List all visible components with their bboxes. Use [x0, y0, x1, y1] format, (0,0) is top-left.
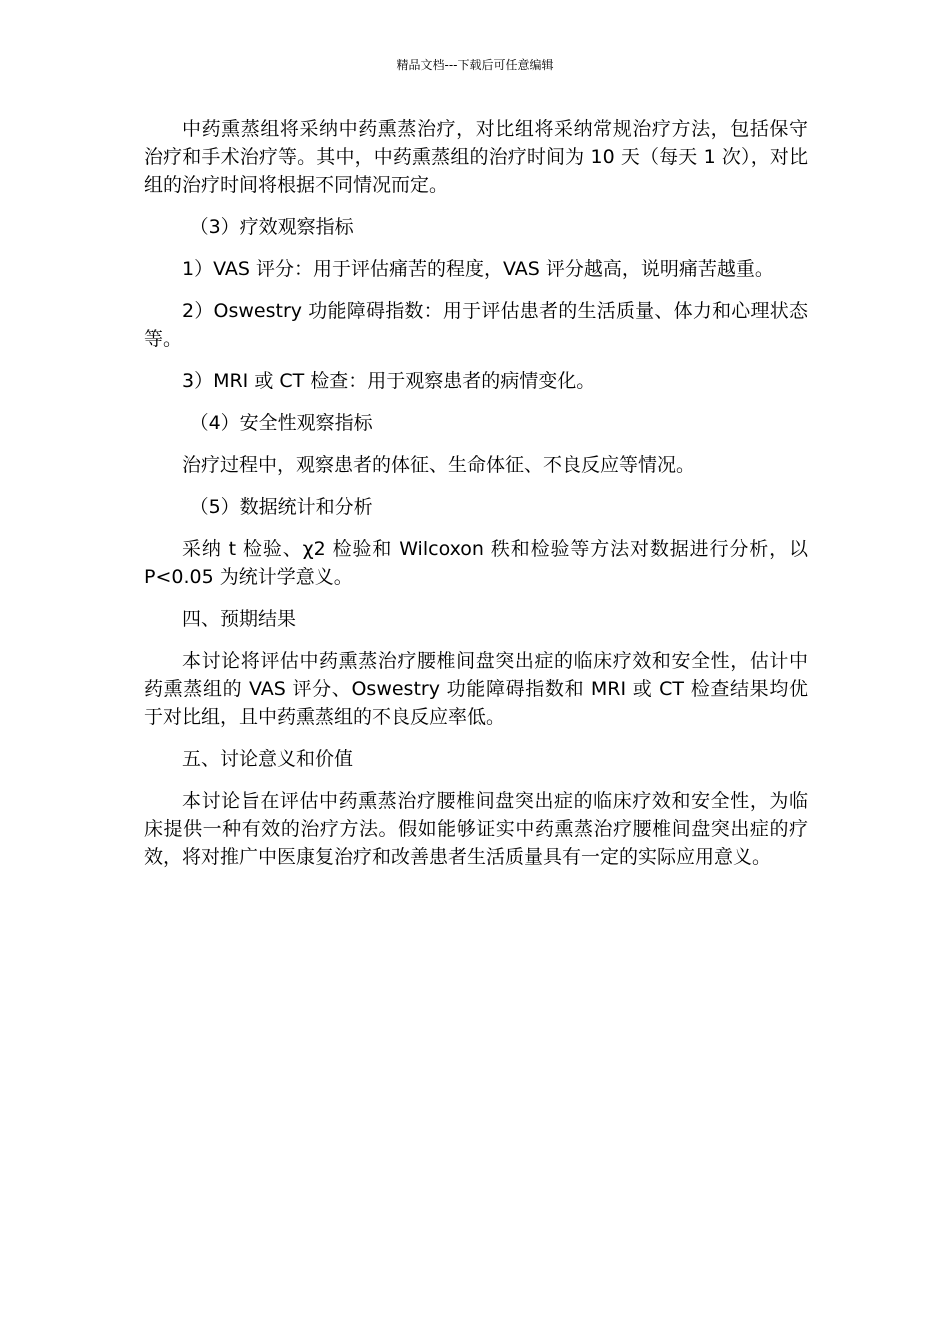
paragraph-safety: 治疗过程中，观察患者的体征、生命体征、不良反应等情况。: [182, 454, 696, 476]
heading-efficacy-indicators: （3）疗效观察指标: [189, 216, 354, 238]
heading-safety-indicators: （4）安全性观察指标: [189, 412, 373, 434]
paragraph-treatment: 中药熏蒸组将采纳中药熏蒸治疗，对比组将采纳常规治疗方法，包括保守治疗和手术治疗等。其中，中药熏蒸组的治疗时间为 10 天（每天 1 次），对比组的治疗时间将根据不同情况而定。: [144, 118, 808, 196]
paragraph-significance: 本讨论旨在评估中药熏蒸治疗腰椎间盘突出症的临床疗效和安全性，为临床提供一种有效的治疗方法。假如能够证实中药熏蒸治疗腰椎间盘突出症的疗效，将对推广中医康复治疗和改善患者生活质量具有一定的实际应用意义。: [144, 790, 808, 868]
paragraph-statistics: 采纳 t 检验、χ2 检验和 Wilcoxon 秩和检验等方法对数据进行分析，以 P<0.05 为统计学意义。: [144, 538, 808, 588]
heading-statistics: （5）数据统计和分析: [189, 496, 373, 518]
heading-expected-results: 四、预期结果: [182, 608, 297, 630]
paragraph-expected-results: 本讨论将评估中药熏蒸治疗腰椎间盘突出症的临床疗效和安全性，估计中药熏蒸组的 VAS 评分、Oswestry 功能障碍指数和 MRI 或 CT 检查结果均优于对比组，且中药熏蒸组的不良反应率低。: [144, 650, 808, 728]
heading-significance: 五、讨论意义和价值: [182, 748, 354, 770]
list-item-mri-ct: 3）MRI 或 CT 检查：用于观察患者的病情变化。: [182, 370, 596, 392]
page-header: 精品文档---下载后可任意编辑: [396, 58, 554, 72]
document-body: [144, 115, 808, 885]
list-item-oswestry: 2）Oswestry 功能障碍指数：用于评估患者的生活质量、体力和心理状态等。: [144, 300, 808, 350]
list-item-vas: 1）VAS 评分：用于评估痛苦的程度，VAS 评分越高，说明痛苦越重。: [182, 258, 774, 280]
